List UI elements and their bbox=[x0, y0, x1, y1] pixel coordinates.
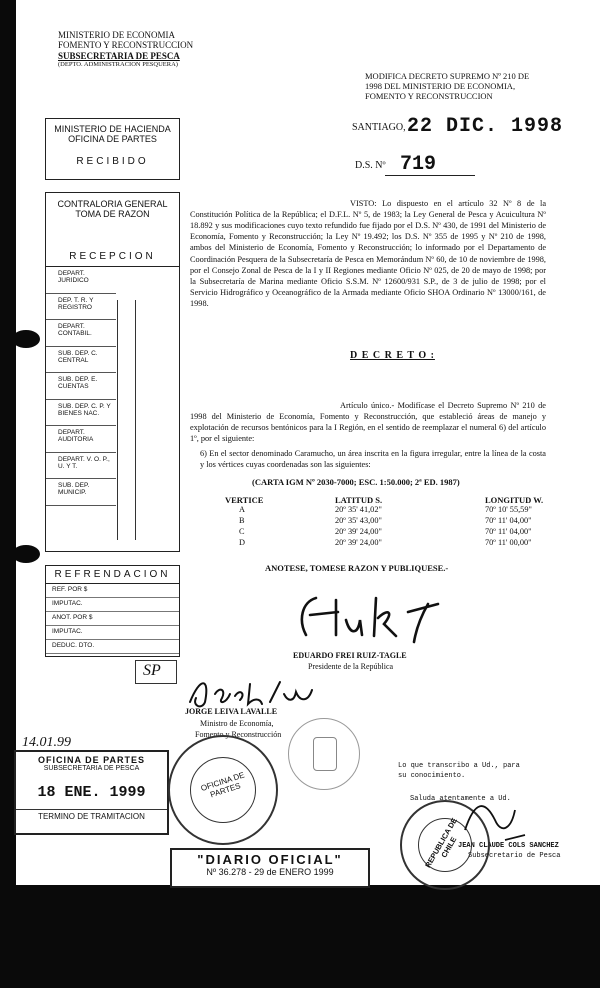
anotese-line: ANOTESE, TOMESE RAZON Y PUBLIQUESE.- bbox=[265, 563, 449, 573]
minister-title: Fomento y Reconstrucción bbox=[195, 730, 282, 739]
table-cell: 70º 11' 04,00" bbox=[485, 527, 532, 536]
diario-title: "DIARIO OFICIAL" bbox=[197, 852, 343, 867]
refrendacion-title: REFRENDACION bbox=[46, 566, 179, 584]
table-row bbox=[225, 505, 555, 516]
seal-emblem bbox=[313, 737, 337, 771]
articulo-paragraph: Artículo único.- Modifícase el Decreto Supremo Nº 210 de 1998 del Ministerio de Economía, Fomento y Reconstrucción, que estableció áreas de manejo y explotación de recursos bentónicos para la I Región, en el sentido de reemplazar el numeral 6) del artículo 1º, por el siguiente: bbox=[190, 401, 546, 444]
table-cell: D bbox=[239, 538, 245, 547]
table-cell: 70º 10' 55,59" bbox=[485, 505, 532, 514]
transcribe-line: su conocimiento. bbox=[398, 772, 466, 780]
header-line: MINISTERIO DE ECONOMIA bbox=[58, 30, 175, 40]
punch-hole bbox=[12, 545, 40, 563]
header-line: (DEPTO. ADMINISTRACION PESQUERA) bbox=[58, 61, 178, 69]
coordinates-table bbox=[225, 495, 555, 549]
contraloria-row: SUB. DEP. C. CENTRAL bbox=[46, 347, 116, 374]
refrendacion-row: ANOT. POR $ bbox=[46, 612, 179, 626]
contraloria-row: SUB. DEP. MUNICIP. bbox=[46, 479, 116, 506]
hacienda-stamp bbox=[45, 118, 180, 180]
president-title: Presidente de la República bbox=[308, 662, 394, 671]
transcribe-name: JEAN CLAUDE COLS SANCHEZ bbox=[458, 842, 559, 850]
table-header-cell: LATITUD S. bbox=[335, 495, 383, 505]
item-paragraph: 6) En el sector denominado Caramucho, un área inscrita en la figura irregular, entre la línea de la costa y los vértices cuyas coordenadas son las siguientes: bbox=[200, 449, 546, 470]
refrendacion-stamp bbox=[45, 565, 180, 657]
oficina-line: SUBSECRETARIA DE PESCA bbox=[43, 765, 140, 772]
table-cell: 20º 39' 24,00" bbox=[335, 527, 382, 536]
contraloria-row: DEPART. AUDITORIA bbox=[46, 426, 116, 453]
round-stamp-text: REPUBLICA DE CHILE bbox=[423, 816, 459, 870]
number-label: D.S. Nº bbox=[355, 160, 386, 171]
handwritten-initials: SP bbox=[143, 662, 161, 679]
decree-subject: MODIFICA DECRETO SUPREMO Nº 210 DE 1998 DEL MINISTERIO DE ECONOMIA, FOMENTO Y RECONSTRUCCION bbox=[365, 71, 530, 101]
refrendacion-rows bbox=[46, 584, 179, 654]
punch-hole bbox=[12, 330, 40, 348]
table-cell: 70º 11' 00,00" bbox=[485, 538, 532, 547]
signature-scribble bbox=[455, 790, 535, 850]
president-name: EDUARDO FREI RUIZ-TAGLE bbox=[293, 651, 407, 660]
table-row bbox=[225, 538, 555, 549]
table-cell: C bbox=[239, 527, 245, 536]
table-row bbox=[225, 527, 555, 538]
table-cell: A bbox=[239, 505, 245, 514]
contraloria-row: DEPART. V. O. P., U. Y T. bbox=[46, 453, 116, 480]
contraloria-line: TOMA DE RAZON bbox=[75, 209, 150, 219]
contraloria-line: CONTRALORIA GENERAL bbox=[57, 199, 168, 209]
round-stamp-text: OFICINA DE PARTES bbox=[199, 770, 246, 800]
contraloria-row: SUB. DEP. E. CUENTAS bbox=[46, 373, 116, 400]
decree-number: 719 bbox=[400, 153, 437, 176]
table-row bbox=[225, 516, 555, 527]
place-label: SANTIAGO, bbox=[352, 122, 406, 133]
refrendacion-row: IMPUTAC. bbox=[46, 626, 179, 640]
routing-grid bbox=[135, 300, 137, 540]
table-cell: 70º 11' 04,00" bbox=[485, 516, 532, 525]
table-body bbox=[225, 505, 555, 549]
bottom-scan-band bbox=[0, 885, 600, 988]
routing-grid bbox=[117, 300, 168, 540]
diario-line: Nº 36.278 - 29 de ENERO 1999 bbox=[206, 867, 334, 877]
minister-title: Ministro de Economía, bbox=[200, 719, 274, 728]
hacienda-line: MINISTERIO DE HACIENDA bbox=[54, 124, 171, 134]
visto-paragraph: VISTO: Lo dispuesto en el artículo 32 Nº 8 de la Constitución Política de la República; el D.F.L. Nº 5, de 1983; la Ley General de Pesca y Acuicultura Nº 18.892 y sus modificaciones cuyo texto refundido fue fijado por el D.S. Nº 430, de 1991 del Ministerio de Economía, Fomento y Reconstrucción; la Ley Nº 19.492; los D.S. Nº 355 de 1995 y Nº 210 de 1998, ambos del Ministerio de Economía, Fomento y Reconstrucción; lo informado por el Departamento de Coordinación Pesquera de la Subsecretaría de Pesca en Memorándum Nº 60, de 10 de noviembre de 1998, por el Consejo Zonal de Pesca de la I y II Regiones mediante Oficio Nº 025, de 20 de mayo de 1998; por la Subsecretaría de Marina mediante Oficio S.S.M. Nº 12600/931 S.P., de 3 de julio de 1998; por el Servicio Hidrográfico y Oceanográfico de la Armada mediante Oficio SHOA Ordinario Nº 13000/161, de 1998. bbox=[190, 199, 546, 308]
carta-reference: (CARTA IGM Nº 2030-7000; ESC. 1:50.000; 2ª ED. 1987) bbox=[252, 477, 460, 487]
refrendacion-row: REF. POR $ bbox=[46, 584, 179, 598]
handwritten-date: 14.01.99 bbox=[22, 735, 71, 750]
oficina-line: OFICINA DE PARTES bbox=[37, 755, 145, 765]
table-header-cell: VERTICE bbox=[225, 495, 264, 505]
oficina-date: 18 ENE. 1999 bbox=[37, 784, 146, 801]
oficina-partes-stamp bbox=[14, 750, 169, 835]
contraloria-row: DEPART. JURIDICO bbox=[46, 267, 116, 294]
table-cell: 20º 39' 24,00" bbox=[335, 538, 382, 547]
table-cell: 20º 35' 43,00" bbox=[335, 516, 382, 525]
contraloria-line: RECEPCION bbox=[46, 251, 179, 267]
contraloria-row: DEP. T. R. Y REGISTRO bbox=[46, 294, 116, 321]
refrendacion-row: DEDUC. DTO. bbox=[46, 640, 179, 654]
transcribe-role: Subsecretario de Pesca bbox=[468, 852, 561, 860]
hacienda-line: OFICINA DE PARTES bbox=[68, 134, 157, 144]
diario-oficial-stamp bbox=[170, 848, 370, 888]
header-line: FOMENTO Y RECONSTRUCCION bbox=[58, 40, 194, 51]
round-stamp-oficina bbox=[168, 735, 278, 845]
table-header-cell: LONGITUD W. bbox=[485, 495, 544, 505]
oficina-line: TERMINO DE TRAMITACION bbox=[16, 809, 167, 821]
table-cell: 20º 35' 41,02" bbox=[335, 505, 382, 514]
faint-seal bbox=[288, 718, 360, 790]
transcribe-line: Saluda atentamente a Ud. bbox=[410, 795, 511, 803]
transcribe-line: Lo que transcribo a Ud., para bbox=[398, 762, 520, 770]
binding-strip bbox=[0, 0, 16, 988]
ministry-header bbox=[58, 30, 208, 69]
decreto-heading: D E C R E T O : bbox=[350, 350, 435, 361]
contraloria-row: SUB. DEP. C. P. Y BIENES NAC. bbox=[46, 400, 116, 427]
number-underline bbox=[385, 175, 475, 176]
table-header bbox=[225, 495, 555, 505]
minister-signature bbox=[180, 672, 330, 712]
contraloria-row: DEPART. CONTABIL. bbox=[46, 320, 116, 347]
president-signature bbox=[288, 590, 468, 650]
hacienda-line: RECIBIDO bbox=[76, 156, 149, 167]
refrendacion-row: IMPUTAC. bbox=[46, 598, 179, 612]
minister-name: JORGE LEIVA LAVALLE bbox=[185, 707, 278, 716]
header-line: SUBSECRETARIA DE PESCA bbox=[58, 50, 180, 61]
table-cell: B bbox=[239, 516, 245, 525]
decree-date: 22 DIC. 1998 bbox=[407, 115, 564, 138]
